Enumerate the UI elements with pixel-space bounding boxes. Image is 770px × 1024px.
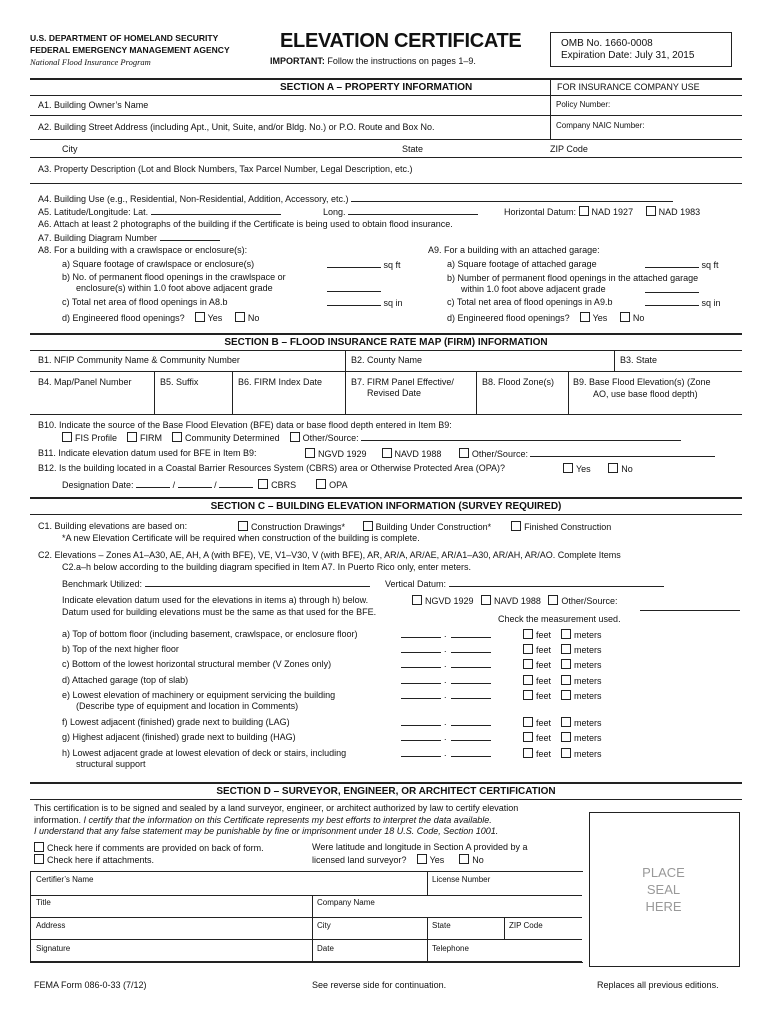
lat-field[interactable] [151, 206, 281, 215]
seal-line-1: PLACE [642, 865, 685, 880]
meters-label: meters [574, 676, 602, 686]
rule [30, 871, 582, 872]
elevation-decimal-field[interactable] [451, 756, 491, 757]
license-number-label: License Number [432, 875, 491, 884]
certification-text-2b: I certify that the information on this Certificate represents my best efforts to interpret the data available. [81, 815, 492, 825]
vertical-datum [385, 578, 664, 589]
elevation-item-label: c) Bottom of the lowest horizontal structural member (V Zones only) [62, 659, 332, 669]
certification-text-2a: information. [34, 815, 82, 825]
navd-label: NAVD 1988 [394, 449, 442, 459]
yes-label: Yes [429, 855, 445, 865]
feet-label: feet [536, 630, 552, 640]
b11-other-field[interactable] [530, 448, 715, 457]
finished-construction-label: Finished Construction [524, 522, 612, 532]
nad1927-checkbox[interactable] [579, 206, 589, 216]
b7-revised-date: Revised Date [367, 388, 422, 398]
no-label: No [621, 464, 633, 474]
cbrs-label: CBRS [271, 480, 297, 490]
elevation-item-label: a) Top of bottom floor (including basement, crawlspace, or enclosure floor) [62, 629, 358, 639]
a9d-label: d) Engineered flood openings? [447, 313, 570, 323]
a9-garage: A9. For a building with an attached garage: [428, 245, 600, 255]
meters-label: meters [574, 749, 602, 759]
long-field[interactable] [348, 206, 478, 215]
rule [30, 917, 582, 918]
elevation-item-label: g) Highest adjacent (finished) grade next to building (HAG) [62, 732, 296, 742]
signature-label: Signature [36, 944, 71, 953]
attachments-check [34, 854, 154, 865]
yes-label: Yes [592, 313, 608, 323]
city-label: City [317, 921, 331, 930]
a1-owner-name: A1. Building Owner’s Name [38, 100, 149, 110]
rule [30, 895, 582, 896]
important-note [270, 56, 476, 66]
horizontal-datum [504, 206, 700, 217]
comments-label: Check here if comments are provided on back of form. [47, 843, 264, 853]
rule [30, 799, 742, 800]
elevation-whole-field[interactable] [401, 756, 441, 757]
decimal-point: . [444, 732, 447, 742]
a8b-field-wrap [327, 283, 381, 294]
naic-number-label: Company NAIC Number: [556, 121, 645, 130]
expiration-date: Expiration Date: July 31, 2015 [561, 50, 695, 61]
section-b-top-rule [30, 333, 742, 335]
rule [30, 414, 742, 415]
fis-checkbox[interactable] [62, 432, 72, 442]
c2-datum-indicate: Indicate elevation datum used for the elevations in items a) through h) below. [62, 595, 369, 605]
a8d-yes-checkbox[interactable] [195, 312, 205, 322]
elevation-item-label: f) Lowest adjacent (finished) grade next to building (LAG) [62, 717, 290, 727]
elevation-decimal-field[interactable] [451, 725, 491, 726]
unit-options [523, 659, 602, 670]
decimal-point: . [444, 659, 447, 669]
b2-county: B2. County Name [351, 355, 423, 365]
feet-label: feet [536, 691, 552, 701]
b4-map-panel: B4. Map/Panel Number [38, 377, 132, 387]
a4-building-use [38, 193, 673, 204]
opa-checkbox[interactable] [316, 479, 326, 489]
feet-label: feet [536, 718, 552, 728]
a2-zip: ZIP Code [550, 144, 588, 154]
b12-options [563, 463, 633, 474]
rule [30, 371, 742, 372]
benchmark [62, 578, 370, 589]
meters-checkbox[interactable] [561, 659, 571, 669]
a3-property-description: A3. Property Description (Lot and Block Numbers, Tax Parcel Number, Legal Description, etc.) [38, 164, 413, 174]
navd-label: NAVD 1988 [494, 596, 541, 606]
elevation-decimal-field[interactable] [451, 667, 491, 668]
b11-other-checkbox[interactable] [459, 448, 469, 458]
elevation-item-label: d) Attached garage (top of slab) [62, 675, 189, 685]
meters-label: meters [574, 733, 602, 743]
nad1983-checkbox[interactable] [646, 206, 656, 216]
continuation-note: See reverse side for continuation. [312, 980, 447, 990]
b5-suffix: B5. Suffix [160, 377, 199, 387]
rule [30, 183, 742, 184]
elevation-whole-field[interactable] [401, 667, 441, 668]
ngvd-label: NGVD 1929 [425, 596, 474, 606]
a8a-square-footage: a) Square footage of crawlspace or enclosure(s) [62, 259, 255, 269]
no-label: No [247, 313, 260, 323]
section-b-title: SECTION B – FLOOD INSURANCE RATE MAP (FIRM) INFORMATION [224, 337, 548, 348]
decimal-point: . [444, 644, 447, 654]
section-c-top-rule [30, 497, 742, 499]
vertical-datum-label: Vertical Datum: [385, 579, 447, 589]
meters-label: meters [574, 630, 602, 640]
meters-label: meters [574, 645, 602, 655]
feet-label: feet [536, 676, 552, 686]
comments-checkbox[interactable] [34, 842, 44, 852]
c2-elevations-cont: C2.a–h below according to the building diagram specified in Item A7. In Puerto Rico only, enter meters. [62, 562, 472, 572]
a7-diagram-number [38, 232, 220, 243]
date-label: Date [317, 944, 334, 953]
other-source-field[interactable] [361, 432, 681, 441]
meters-checkbox[interactable] [561, 748, 571, 758]
fis-label: FIS Profile [75, 433, 118, 443]
company-name-label: Company Name [317, 898, 375, 907]
certification-text-2 [34, 815, 492, 825]
state-label: State [432, 921, 451, 930]
a4-label: A4. Building Use (e.g., Residential, Non-Residential, Addition, Accessory, etc.) [38, 194, 349, 204]
feet-label: feet [536, 733, 552, 743]
designation-month-field[interactable] [136, 479, 170, 488]
feet-checkbox[interactable] [523, 732, 533, 742]
under-construction-checkbox[interactable] [363, 521, 373, 531]
form-title: ELEVATION CERTIFICATE [280, 30, 522, 52]
unit-options [523, 732, 602, 743]
divider [427, 871, 428, 895]
no-label: No [632, 313, 645, 323]
elevation-decimal-field[interactable] [451, 698, 491, 699]
rule [30, 939, 582, 940]
elevation-item-label-cont: structural support [76, 759, 146, 769]
meters-checkbox[interactable] [561, 644, 571, 654]
agency-name: U.S. DEPARTMENT OF HOMELAND SECURITY [30, 33, 219, 43]
attachments-checkbox[interactable] [34, 854, 44, 864]
unit-options [523, 690, 602, 701]
meters-checkbox[interactable] [561, 629, 571, 639]
omb-number: OMB No. 1660-0008 [561, 38, 653, 49]
rule [30, 350, 742, 351]
b10-bfe-source: B10. Indicate the source of the Base Flood Elevation (BFE) data or base flood depth entered in Item B9: [38, 420, 452, 430]
b11-ngvd-checkbox[interactable] [305, 448, 315, 458]
construction-drawings-checkbox[interactable] [238, 521, 248, 531]
elevation-whole-field[interactable] [401, 637, 441, 638]
sqft-unit: sq ft [701, 260, 719, 270]
divider [312, 895, 313, 961]
feet-label: feet [536, 749, 552, 759]
benchmark-field[interactable] [145, 578, 370, 587]
a9a-field[interactable] [645, 259, 699, 268]
ngvd-label: NGVD 1929 [318, 449, 367, 459]
rule [30, 115, 742, 116]
other-source-label: Other/Source: [471, 449, 528, 459]
c2-ngvd-checkbox[interactable] [412, 595, 422, 605]
b7-firm-panel-date: B7. FIRM Panel Effective/ [351, 377, 454, 387]
firm-checkbox[interactable] [127, 432, 137, 442]
a8b-flood-openings: b) No. of permanent flood openings in the crawlspace or [62, 272, 286, 282]
c2-other-checkbox[interactable] [548, 595, 558, 605]
latlong-label: licensed land surveyor? [312, 855, 407, 865]
divider [154, 371, 155, 414]
latlong-no-checkbox[interactable] [459, 854, 469, 864]
a7-field[interactable] [160, 232, 220, 241]
c1-options [238, 521, 611, 532]
sqin-unit: sq in [383, 298, 403, 308]
b6-firm-index-date: B6. FIRM Index Date [238, 377, 323, 387]
designation-date: Designation Date: / / CBRS OPA [62, 480, 348, 490]
insurance-use-header: FOR INSURANCE COMPANY USE [557, 82, 700, 92]
b8-flood-zones: B8. Flood Zone(s) [482, 377, 555, 387]
a8d-no-checkbox[interactable] [235, 312, 245, 322]
section-c-title: SECTION C – BUILDING ELEVATION INFORMATION (SURVEY REQUIRED) [210, 501, 562, 512]
divider [345, 371, 346, 414]
zip-label: ZIP Code [509, 921, 543, 930]
unit-options [523, 644, 602, 655]
designation-year-field[interactable] [219, 479, 253, 488]
c1-elevation-basis: C1. Building elevations are based on: [38, 521, 188, 531]
other-source-label: Other/Source: [302, 433, 359, 443]
c2-navd-checkbox[interactable] [481, 595, 491, 605]
insurance-divider [550, 79, 551, 139]
decimal-point: . [444, 717, 447, 727]
telephone-label: Telephone [432, 944, 469, 953]
program-name: National Flood Insurance Program [30, 57, 151, 67]
feet-checkbox[interactable] [523, 629, 533, 639]
a8b-field[interactable] [327, 283, 381, 292]
firm-label: FIRM [140, 433, 163, 443]
a8-crawlspace: A8. For a building with a crawlspace or enclosure(s): [38, 245, 248, 255]
meters-checkbox[interactable] [561, 690, 571, 700]
unit-options [523, 748, 602, 759]
b10-options [62, 432, 681, 443]
b12-cbrs: B12. Is the building located in a Coastal Barrier Resources System (CBRS) area or Otherwise Protected Area (OPA)? [38, 463, 506, 473]
feet-label: feet [536, 660, 552, 670]
other-source-underline[interactable] [640, 610, 740, 611]
decimal-point: . [444, 675, 447, 685]
elevation-whole-field[interactable] [401, 725, 441, 726]
decimal-point: . [444, 690, 447, 700]
feet-checkbox[interactable] [523, 675, 533, 685]
benchmark-label: Benchmark Utilized: [62, 579, 143, 589]
agency-subname: FEDERAL EMERGENCY MANAGEMENT AGENCY [30, 45, 230, 55]
feet-checkbox[interactable] [523, 690, 533, 700]
unit-options [523, 675, 602, 686]
section-d-top-rule [30, 782, 742, 784]
latlong-question-cont [312, 854, 484, 865]
long-label: Long. [323, 207, 346, 217]
a9d-no-checkbox[interactable] [620, 312, 630, 322]
c2-datum-options [412, 595, 617, 606]
yes-label: Yes [207, 313, 223, 323]
feet-checkbox[interactable] [523, 717, 533, 727]
community-checkbox[interactable] [172, 432, 182, 442]
divider [345, 350, 346, 371]
a9d-yes-checkbox[interactable] [580, 312, 590, 322]
construction-drawings-label: Construction Drawings* [251, 522, 346, 532]
seal-line-2: SEAL [646, 882, 681, 897]
unit-options [523, 629, 602, 640]
cbrs-checkbox[interactable] [258, 479, 268, 489]
a8a-field[interactable] [327, 259, 381, 268]
divider [568, 371, 569, 414]
a2-state: State [402, 144, 424, 154]
seal-line-3: HERE [645, 899, 682, 914]
a8d-engineered [62, 312, 259, 323]
c1-note: *A new Elevation Certificate will be required when construction of the building is complete. [62, 533, 420, 543]
elevation-decimal-field[interactable] [451, 652, 491, 653]
meters-checkbox[interactable] [561, 732, 571, 742]
a9b-flood-openings-cont: within 1.0 foot above adjacent grade [461, 284, 606, 294]
b9-ao-note: AO, use base flood depth) [593, 389, 698, 399]
important-label: IMPORTANT: [270, 56, 325, 66]
elevation-whole-field[interactable] [401, 698, 441, 699]
section-a-title: SECTION A – PROPERTY INFORMATION [280, 82, 473, 93]
section-d-title: SECTION D – SURVEYOR, ENGINEER, OR ARCHITECT CERTIFICATION [216, 786, 556, 797]
nad1927-label: NAD 1927 [591, 207, 634, 217]
rule [30, 95, 742, 96]
elevation-whole-field[interactable] [401, 740, 441, 741]
certifier-name-label: Certifier’s Name [36, 875, 94, 884]
under-construction-label: Building Under Construction* [375, 522, 492, 532]
c2-datum-note: Datum used for building elevations must be the same as that used for the BFE. [62, 607, 377, 617]
a9a-square-footage: a) Square footage of attached garage [447, 259, 597, 269]
feet-checkbox[interactable] [523, 659, 533, 669]
unit-options [523, 717, 602, 728]
attachments-label: Check here if attachments. [47, 855, 155, 865]
decimal-point: . [444, 748, 447, 758]
latlong-yes-checkbox[interactable] [417, 854, 427, 864]
a4-field[interactable] [351, 193, 673, 202]
long-wrapper [323, 206, 478, 217]
a6-photographs: A6. Attach at least 2 photographs of the building if the Certificate is being used to obtain flood insurance. [38, 219, 453, 229]
b11-navd-checkbox[interactable] [382, 448, 392, 458]
elevation-decimal-field[interactable] [451, 740, 491, 741]
replaces-note: Replaces all previous editions. [597, 980, 719, 990]
c2-elevations: C2. Elevations – Zones A1–A30, AE, AH, A (with BFE), VE, V1–V30, V (with BFE), AR, AR/A, AR/AE, AR/A1–A30, AR/AH, AR/AO. Complete Items [38, 550, 621, 560]
finished-construction-checkbox[interactable] [511, 521, 521, 531]
a8b-flood-openings-cont: enclosure(s) within 1.0 foot above adjacent grade [76, 283, 273, 293]
comments-check [34, 842, 264, 853]
opa-label: OPA [329, 480, 348, 490]
divider [614, 350, 615, 371]
divider [476, 371, 477, 414]
sqin-unit: sq in [701, 298, 721, 308]
a9c-field[interactable] [645, 297, 699, 306]
b9-base-flood-elevation: B9. Base Flood Elevation(s) (Zone [573, 377, 711, 387]
meters-label: meters [574, 691, 602, 701]
no-label: No [472, 855, 484, 865]
elevation-item-label-cont: (Describe type of equipment and location in Comments) [76, 701, 299, 711]
feet-checkbox[interactable] [523, 748, 533, 758]
b3-state: B3. State [620, 355, 658, 365]
section-a-top-rule [30, 78, 742, 80]
divider [232, 371, 233, 414]
policy-number-label: Policy Number: [556, 100, 611, 109]
meters-label: meters [574, 660, 602, 670]
decimal-point: . [444, 629, 447, 639]
certification-text-1: This certification is to be signed and sealed by a land surveyor, engineer, or architect authorized by law to certify elevation [34, 803, 519, 813]
certification-text-3: I understand that any false statement may be punishable by fine or imprisonment under 18 U.S. Code, Section 1001. [34, 826, 499, 836]
rule [30, 139, 742, 140]
b11-options [305, 448, 715, 459]
a8d-label: d) Engineered flood openings? [62, 313, 185, 323]
a8c-field-wrap [327, 297, 403, 308]
elevation-item-label: e) Lowest elevation of machinery or equipment servicing the building [62, 690, 336, 700]
sqft-unit: sq ft [383, 260, 401, 270]
check-measurement: Check the measurement used. [498, 614, 621, 624]
other-source-label: Other/Source: [561, 596, 618, 606]
elevation-decimal-field[interactable] [451, 683, 491, 684]
yes-label: Yes [576, 464, 591, 474]
a9c-field-wrap [645, 297, 721, 308]
a8c-net-area: c) Total net area of flood openings in A8.b [62, 297, 228, 307]
a9a-field-wrap [645, 259, 719, 270]
rule [30, 157, 742, 158]
nad1983-label: NAD 1983 [658, 207, 701, 217]
designation-label: Designation Date: [62, 480, 134, 490]
address-label: Address [36, 921, 66, 930]
b1-community: B1. NFIP Community Name & Community Number [38, 355, 240, 365]
divider [504, 917, 505, 939]
a9b-flood-openings: b) Number of permanent flood openings in the attached garage [447, 273, 699, 283]
a9b-field[interactable] [645, 284, 699, 293]
seal-text [589, 864, 738, 915]
b12-no-checkbox[interactable] [608, 463, 618, 473]
a5-label: A5. Latitude/Longitude: Lat. [38, 207, 149, 217]
important-text: Follow the instructions on pages 1–9. [324, 56, 476, 66]
title-label: Title [36, 898, 51, 907]
rule [30, 514, 742, 515]
a8a-field-wrap [327, 259, 401, 270]
horizontal-datum-label: Horizontal Datum: [504, 207, 577, 217]
elevation-item-label: h) Lowest adjacent grade at lowest elevation of deck or stairs, including [62, 748, 347, 758]
form-number: FEMA Form 086-0-33 (7/12) [34, 980, 147, 990]
a7-label: A7. Building Diagram Number [38, 233, 158, 243]
vertical-datum-field[interactable] [449, 578, 664, 587]
a9d-engineered [447, 312, 644, 323]
elevation-whole-field[interactable] [401, 683, 441, 684]
b12-yes-checkbox[interactable] [563, 463, 573, 473]
a2-street-address: A2. Building Street Address (including Apt., Unit, Suite, and/or Bldg. No.) or P.O. Route and Box No. [38, 122, 435, 132]
b11-datum: B11. Indicate elevation datum used for BFE in Item B9: [38, 448, 257, 458]
a9c-net-area: c) Total net area of flood openings in A9.b [447, 297, 613, 307]
feet-label: feet [536, 645, 552, 655]
elevation-whole-field[interactable] [401, 652, 441, 653]
other-source-checkbox[interactable] [290, 432, 300, 442]
rule [30, 961, 582, 962]
a5-lat-long [38, 206, 281, 217]
latlong-question: Were latitude and longitude in Section A provided by a [312, 842, 528, 852]
a2-city: City [62, 144, 78, 154]
a8c-field[interactable] [327, 297, 381, 306]
meters-checkbox[interactable] [561, 675, 571, 685]
designation-day-field[interactable] [178, 479, 212, 488]
elevation-decimal-field[interactable] [451, 637, 491, 638]
meters-label: meters [574, 718, 602, 728]
feet-checkbox[interactable] [523, 644, 533, 654]
a9b-field-wrap [645, 284, 699, 295]
elevation-item-label: b) Top of the next higher floor [62, 644, 179, 654]
community-label: Community Determined [185, 433, 280, 443]
meters-checkbox[interactable] [561, 717, 571, 727]
